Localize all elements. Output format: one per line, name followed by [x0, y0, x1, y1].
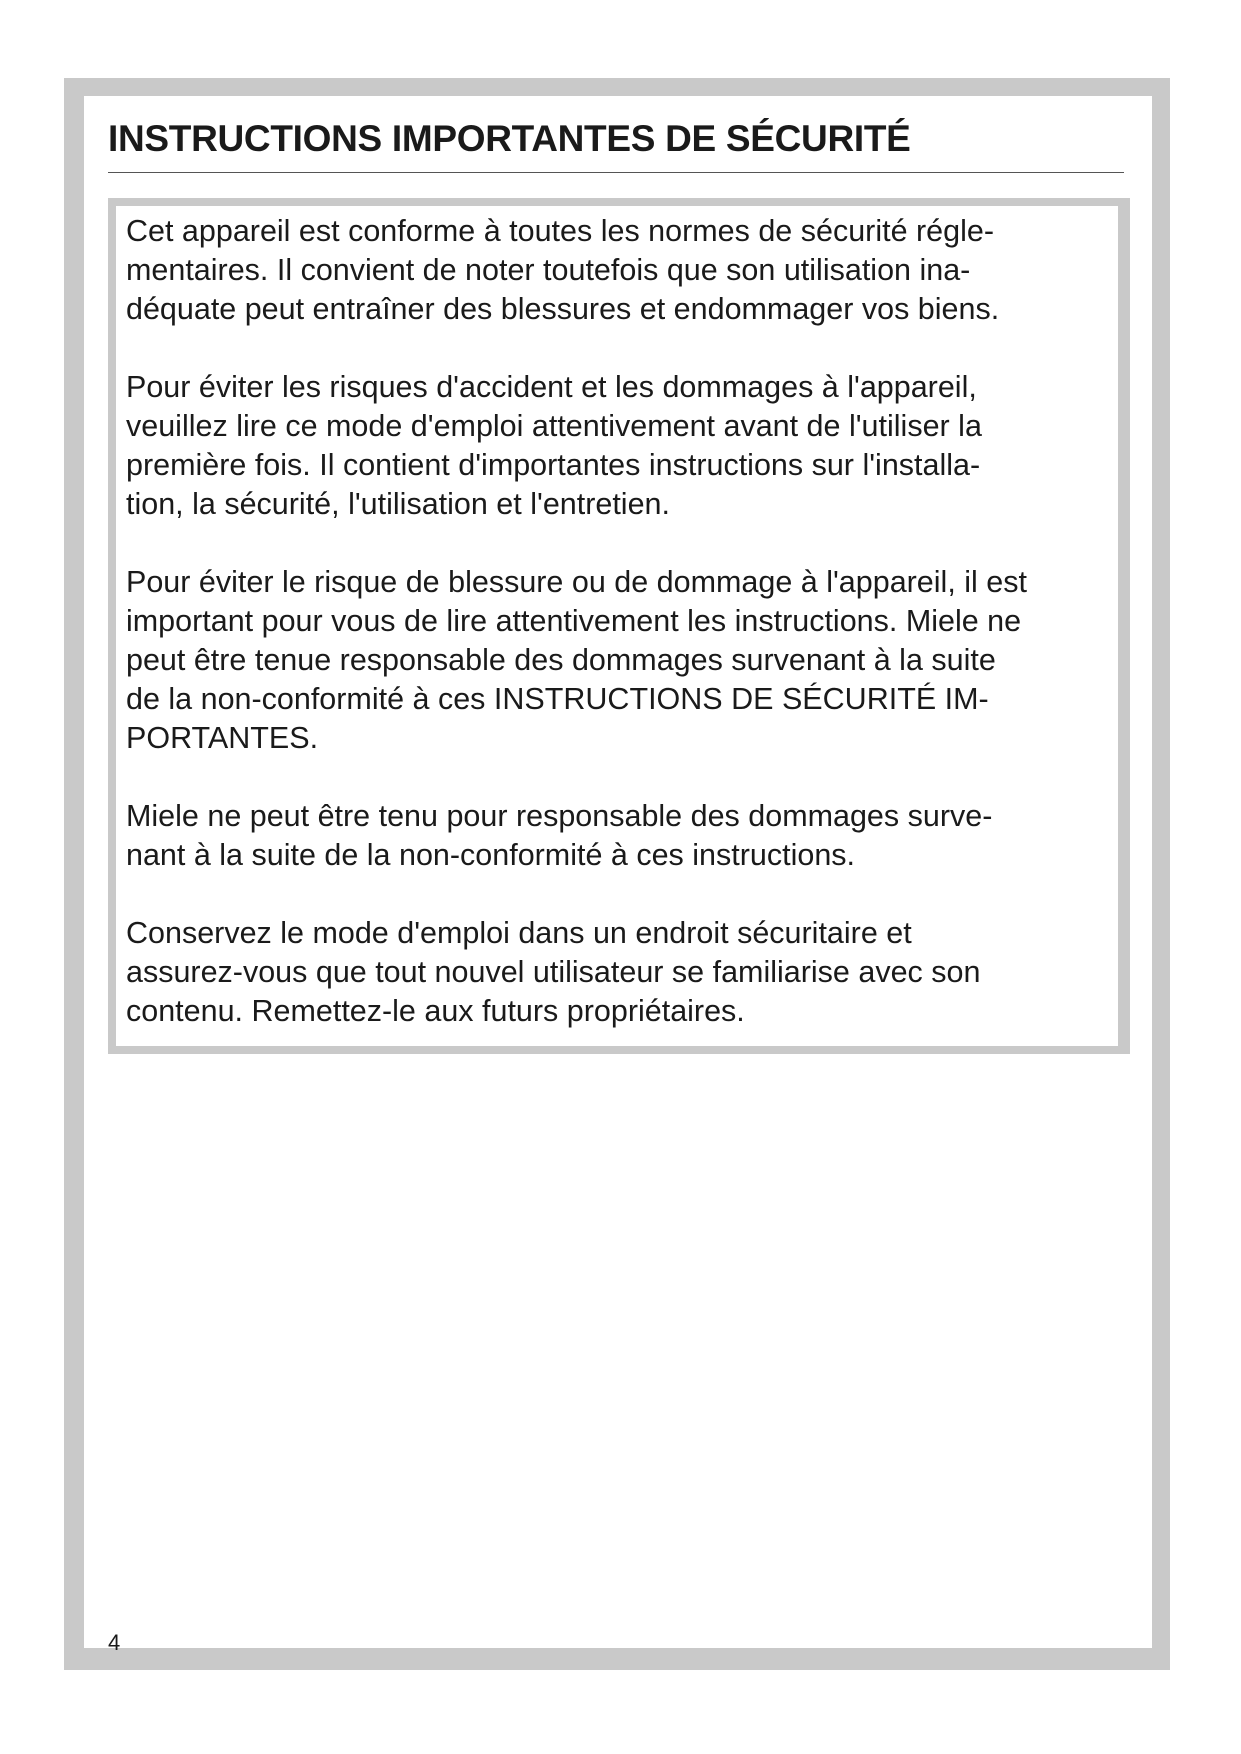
- text-line: important pour vous de lire attentivement les instructions. Miele ne: [126, 604, 1022, 638]
- paragraph-non-compliance: [126, 797, 1126, 875]
- page-number: 4: [108, 1630, 121, 1655]
- page-title: INSTRUCTIONS IMPORTANTES DE SÉCURITÉ: [108, 118, 911, 159]
- text-line: de la non-conformité à ces INSTRUCTIONS DE SÉCURITÉ IM-: [126, 682, 989, 716]
- text-line: mentaires. Il convient de noter toutefois que son utilisation ina-: [126, 253, 971, 287]
- text-line: nant à la suite de la non-conformité à ces instructions.: [126, 838, 856, 872]
- text-line: Cet appareil est conforme à toutes les normes de sécurité régle-: [126, 214, 994, 248]
- text-line: PORTANTES.: [126, 721, 319, 755]
- paragraph-read-manual: [126, 368, 1126, 524]
- text-line: Pour éviter le risque de blessure ou de dommage à l'appareil, il est: [126, 565, 1027, 599]
- text-line: contenu. Remettez-le aux futurs propriétaires.: [126, 994, 745, 1028]
- text-line: Miele ne peut être tenu pour responsable des dommages surve-: [126, 799, 993, 833]
- paragraph-keep-manual: [126, 914, 1126, 1031]
- paragraph-compliance: [126, 212, 1126, 329]
- text-line: Pour éviter les risques d'accident et les dommages à l'appareil,: [126, 370, 977, 404]
- text-line: peut être tenue responsable des dommages survenant à la suite: [126, 643, 996, 677]
- title-divider: [108, 172, 1124, 173]
- text-line: Conservez le mode d'emploi dans un endroit sécuritaire et: [126, 916, 912, 950]
- text-line: tion, la sécurité, l'utilisation et l'entretien.: [126, 487, 670, 521]
- safety-notice-text: [126, 212, 1126, 1070]
- paragraph-liability: [126, 563, 1126, 758]
- text-line: veuillez lire ce mode d'emploi attentivement avant de l'utiliser la: [126, 409, 982, 443]
- text-line: assurez-vous que tout nouvel utilisateur se familiarise avec son: [126, 955, 981, 989]
- text-line: première fois. Il contient d'importantes instructions sur l'installa-: [126, 448, 981, 482]
- text-line: déquate peut entraîner des blessures et endommager vos biens.: [126, 292, 1000, 326]
